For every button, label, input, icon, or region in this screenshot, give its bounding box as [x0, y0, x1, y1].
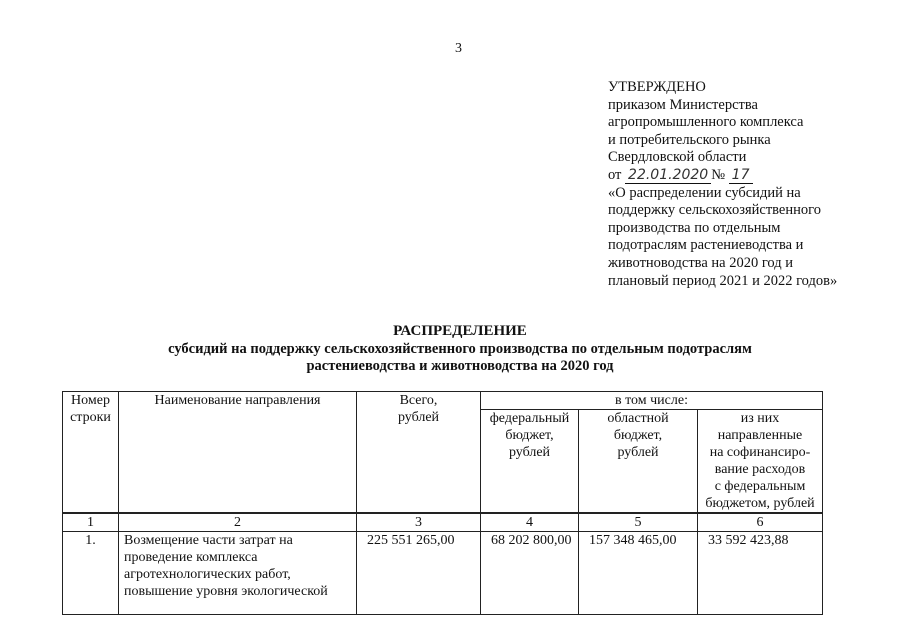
page-number: 3: [455, 41, 462, 56]
column-number: 2: [119, 514, 357, 532]
direction-name-line: проведение комплекса: [124, 550, 258, 565]
date-prefix: от: [608, 166, 626, 183]
header-text: рублей: [397, 410, 440, 425]
header-text: рублей: [508, 445, 551, 460]
header-text: на софинансиро-: [709, 445, 811, 460]
title-main: РАСПРЕДЕЛЕНИЕ: [393, 323, 527, 339]
direction-name-line: агротехнологических работ,: [124, 567, 291, 582]
table-header-row: [63, 392, 823, 410]
header-text: бюджет,: [613, 428, 663, 443]
header-text: федеральный: [489, 411, 570, 426]
row-number: 1.: [63, 532, 119, 615]
column-number: 5: [579, 514, 698, 532]
header-text: бюджет,: [505, 428, 554, 443]
column-number: 6: [698, 514, 823, 532]
title-subtitle-line: растениеводства и животноводства на 2020 год: [306, 358, 614, 374]
document-title: [60, 323, 860, 376]
approval-line: и потребительского рынка: [608, 131, 771, 148]
header-text: рублей: [617, 445, 659, 460]
regional-amount: 157 348 465,00: [579, 532, 698, 615]
header-text: из них: [740, 411, 780, 426]
header-text: Номер: [71, 393, 110, 408]
handwritten-date: 22.01.2020: [625, 167, 711, 184]
order-title-line: производства по отдельным: [608, 219, 781, 236]
header-federal: [481, 410, 579, 513]
header-including: в том числе:: [481, 392, 823, 410]
approval-date-line: [608, 167, 837, 185]
order-title-line: «О распределении субсидий на: [608, 184, 801, 201]
handwritten-number: 17: [729, 167, 753, 184]
order-title-line: подотраслям растениеводства и: [608, 237, 804, 254]
header-total: [357, 392, 481, 513]
header-text: строки: [70, 410, 111, 425]
federal-amount: 68 202 800,00: [481, 532, 579, 615]
direction-name-line: Возмещение части затрат на: [124, 533, 293, 548]
direction-name: [119, 532, 357, 615]
distribution-table: [62, 391, 823, 615]
table-row: [63, 532, 823, 615]
header-text: областной: [607, 411, 669, 426]
approval-block: [608, 79, 837, 290]
column-number: 1: [63, 514, 119, 532]
header-text: направленные: [717, 428, 803, 443]
title-subtitle-line: субсидий на поддержку сельскохозяйственного производства по отдельным подотраслям: [168, 340, 752, 357]
total-amount: 225 551 265,00: [357, 532, 481, 615]
direction-name-line: повышение уровня экологической: [124, 584, 328, 599]
header-row-number: [63, 392, 119, 513]
approval-line: агропромышленного комплекса: [608, 114, 804, 131]
column-number-row: [63, 514, 823, 532]
approval-heading: УТВЕРЖДЕНО: [608, 79, 706, 95]
header-text: Всего,: [399, 393, 438, 408]
approval-line: Свердловской области: [608, 149, 747, 166]
order-title-line: животноводства на 2020 год и: [608, 254, 794, 271]
order-title-line: поддержку сельскохозяйственного: [608, 202, 821, 219]
header-text: бюджетом, рублей: [705, 496, 815, 511]
order-title-line: плановый период 2021 и 2022 годов»: [608, 272, 838, 289]
header-text: с федеральным: [714, 479, 806, 494]
header-cofinancing: [698, 410, 823, 513]
column-number: 4: [481, 514, 579, 532]
number-sign: №: [711, 166, 726, 183]
cofinancing-amount: 33 592 423,88: [698, 532, 823, 615]
header-text: вание расходов: [714, 462, 806, 477]
approval-line: приказом Министерства: [608, 96, 758, 113]
column-number: 3: [357, 514, 481, 532]
header-regional: [579, 410, 698, 513]
header-direction-name: Наименование направления: [119, 392, 357, 513]
